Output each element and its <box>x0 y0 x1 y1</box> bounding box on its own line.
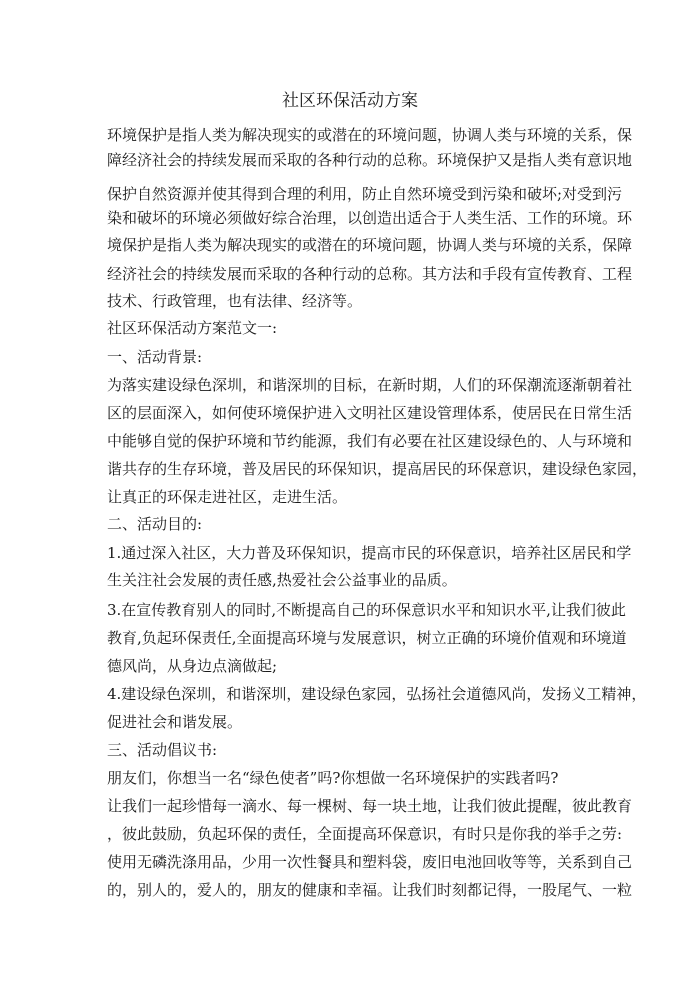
section-heading: 一、活动背景: <box>107 348 203 366</box>
list-item-line: 教育,负起环保责任,全面提高环境与发展意识，树立正确的环境价值观和环境道 <box>107 629 627 647</box>
list-item-line: 4.建设绿色深圳，和谐深圳，建设绿色家园，弘扬社会道德风尚，发扬义工精神， <box>107 685 647 703</box>
paragraph-line: 为落实建设绿色深圳，和谐深圳的目标，在新时期，人们的环保潮流逐渐朝着社 <box>107 376 633 394</box>
list-item-line: 德风尚，从身边点滴做起; <box>107 657 278 675</box>
section-heading: 社区环保活动方案范文一: <box>107 319 278 337</box>
document-title: 社区环保活动方案 <box>282 91 418 111</box>
paragraph-line: 谐共存的生存环境，普及居民的环保知识，提高居民的环保意识，建设绿色家园， <box>107 460 648 478</box>
paragraph-line: 使用无磷洗涤用品，少用一次性餐具和塑料袋，废旧电池回收等等，关系到自己 <box>107 853 633 871</box>
section-heading: 二、活动目的: <box>107 515 203 533</box>
paragraph-line: ，彼此鼓励，负起环保的责任，全面提高环保意识，有时只是你我的举手之劳: <box>107 825 623 843</box>
list-item-line: 促进社会和谐发展。 <box>107 713 243 731</box>
paragraph-line: 让真正的环保走进社区，走进生活。 <box>107 488 348 506</box>
paragraph-line: 区的层面深入，如何使环境保护进入文明社区建设管理体系，使居民在日常生活 <box>107 404 633 422</box>
paragraph-line: 境保护是指人类为解决现实的或潜在的环境问题，协调人类与环境的关系，保障 <box>107 236 633 254</box>
paragraph-line: 环境保护是指人类为解决现实的或潜在的环境问题，协调人类与环境的关系，保 <box>107 126 633 144</box>
list-item-line: 生关注社会发展的责任感,热爱社会公益事业的品质。 <box>107 571 457 589</box>
paragraph-line: 保护自然资源并使其得到合理的利用，防止自然环境受到污染和破坏;对受到污 <box>107 185 623 203</box>
paragraph-line: 技术、行政管理，也有法律、经济等。 <box>107 292 363 310</box>
paragraph-line: 障经济社会的持续发展而采取的各种行动的总称。环境保护又是指人类有意识地 <box>107 151 633 169</box>
list-item-line: 3.在宣传教育别人的同时,不断提高自己的环保意识水平和知识水平,让我们彼此 <box>107 601 626 619</box>
list-item-line: 1.通过深入社区，大力普及环保知识，提高市民的环保意识，培养社区居民和学 <box>107 544 632 562</box>
section-heading: 三、活动倡议书: <box>107 741 218 759</box>
paragraph-line: 中能够自觉的保护环境和节约能源，我们有必要在社区建设绿色的、人与环境和 <box>107 432 633 450</box>
paragraph-line: 的，别人的，爱人的，朋友的健康和幸福。让我们时刻都记得，一股尾气、一粒 <box>107 881 633 899</box>
paragraph-line: 让我们一起珍惜每一滴水、每一棵树、每一块土地，让我们彼此提醒，彼此教育 <box>107 797 633 815</box>
paragraph-line: 染和破坏的环境必须做好综合治理，以创造出适合于人类生活、工作的环境。环 <box>107 209 633 227</box>
paragraph-line: 朋友们，你想当一名“绿色使者”吗?你想做一名环境保护的实践者吗? <box>107 769 559 787</box>
paragraph-line: 经济社会的持续发展而采取的各种行动的总称。其方法和手段有宣传教育、工程 <box>107 265 633 283</box>
